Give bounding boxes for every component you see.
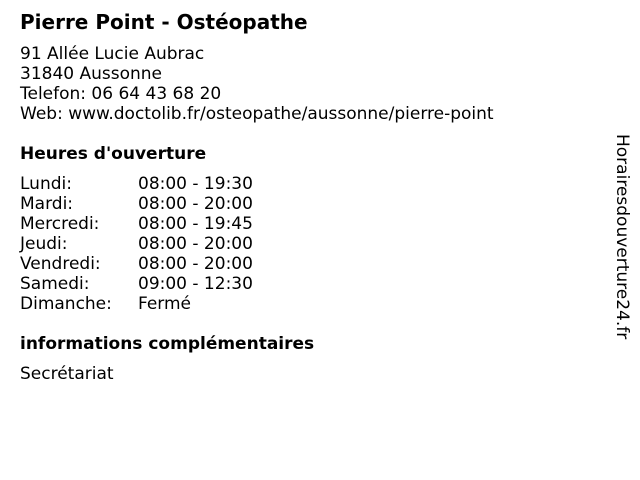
time-value: 08:00 - 20:00 bbox=[138, 234, 253, 254]
hours-row-friday bbox=[20, 254, 320, 274]
hours-row-thursday bbox=[20, 234, 320, 254]
time-value: 08:00 - 19:30 bbox=[138, 174, 253, 194]
time-value: 08:00 - 19:45 bbox=[138, 214, 253, 234]
additional-info-heading: informations complémentaires bbox=[20, 334, 315, 354]
page-title: Pierre Point - Ostéopathe bbox=[20, 10, 308, 34]
day-label: Dimanche: bbox=[20, 294, 112, 314]
time-value: 08:00 - 20:00 bbox=[138, 254, 253, 274]
watermark-text: Horairesdouverture24.fr bbox=[612, 134, 632, 340]
hours-row-saturday bbox=[20, 274, 320, 294]
day-label: Vendredi: bbox=[20, 254, 101, 274]
address-block bbox=[20, 44, 494, 124]
phone-number: Telefon: 06 64 43 68 20 bbox=[20, 84, 222, 104]
postal-city: 31840 Aussonne bbox=[20, 64, 163, 84]
day-label: Jeudi: bbox=[20, 234, 68, 254]
day-label: Mercredi: bbox=[20, 214, 100, 234]
time-value: 08:00 - 20:00 bbox=[138, 194, 253, 214]
additional-info-value: Secrétariat bbox=[20, 364, 114, 384]
hours-row-sunday bbox=[20, 294, 320, 314]
day-label: Samedi: bbox=[20, 274, 90, 294]
time-value: Fermé bbox=[138, 294, 192, 314]
hours-row-tuesday bbox=[20, 194, 320, 214]
hours-row-monday bbox=[20, 174, 320, 194]
website: Web: www.doctolib.fr/osteopathe/aussonne/pierre-point bbox=[20, 104, 494, 124]
day-label: Lundi: bbox=[20, 174, 72, 194]
opening-hours-list bbox=[20, 174, 320, 314]
hours-row-wednesday bbox=[20, 214, 320, 234]
street-address: 91 Allée Lucie Aubrac bbox=[20, 44, 205, 64]
opening-hours-heading: Heures d'ouverture bbox=[20, 144, 207, 164]
time-value: 09:00 - 12:30 bbox=[138, 274, 253, 294]
day-label: Mardi: bbox=[20, 194, 74, 214]
